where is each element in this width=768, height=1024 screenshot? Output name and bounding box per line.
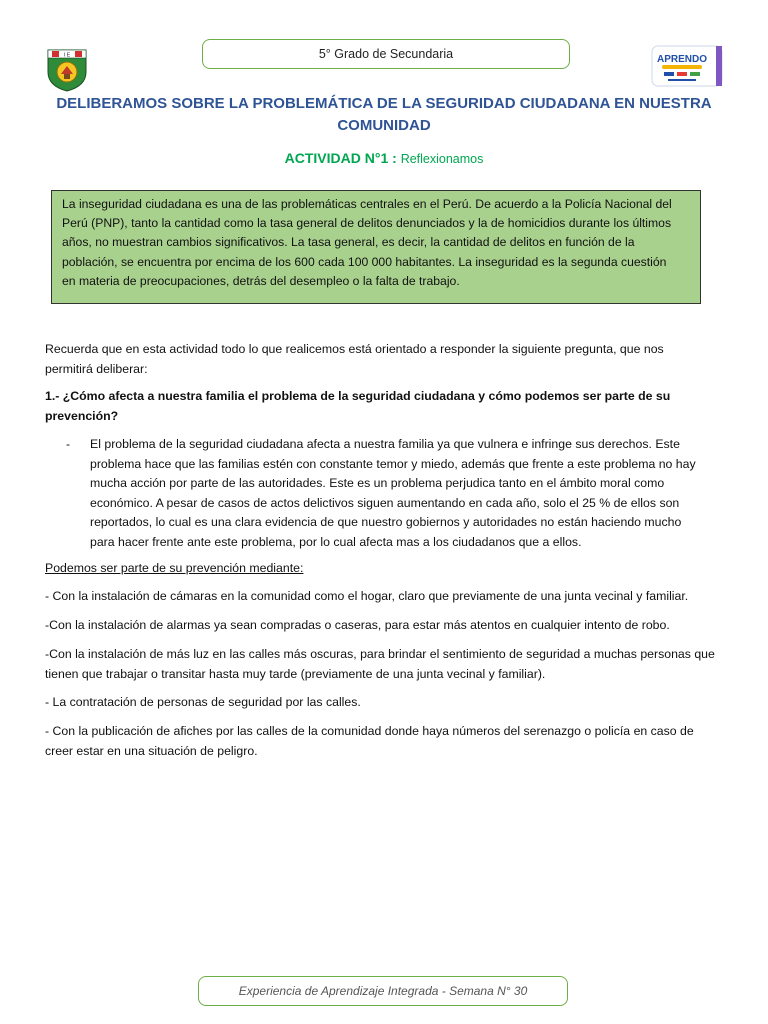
question-line-2: prevención? [45, 408, 119, 423]
prevention-item-4: - La contratación de personas de seguridad por las calles. [45, 695, 361, 709]
prevention-heading: Podemos ser parte de su prevención mediante: [45, 561, 304, 575]
intro-box [51, 190, 701, 304]
intro-line: población, se encuentra por encima de los 600 cada 100 000 habitantes. La inseguridad es la segunda cuestión [62, 254, 667, 269]
activity-heading [0, 150, 768, 166]
answer-bullet [66, 435, 726, 552]
footer-box [198, 976, 568, 1006]
recuerda-line-2: permitirá deliberar: [45, 361, 148, 376]
question-paragraph [45, 387, 730, 426]
answer-line: mucha acción por parte de las autoridades. Este es un problema perjudica tanto en el ámbito moral como [90, 476, 665, 490]
title-line-2: COMUNIDAD [337, 117, 431, 134]
answer-text [90, 435, 696, 552]
crest-text: I E [63, 52, 71, 59]
prevention-item-5 [45, 722, 730, 761]
intro-line: La inseguridad ciudadana es una de las problemáticas centrales en el Perú. De acuerdo a la Policía Nacional del [62, 197, 672, 211]
grade-label-box [202, 39, 570, 69]
answer-line: para hacer frente ante este problema, por lo cual afecta mas a los ciudadanos que a ellos. [90, 534, 582, 549]
footer-text: Experiencia de Aprendizaje Integrada - Semana N° 30 [238, 984, 528, 998]
page-title [40, 93, 728, 137]
prevention-item-1: - Con la instalación de cámaras en la comunidad como el hogar, claro que previamente de una junta vecinal y familiar. [45, 589, 689, 603]
prevention-item-5-line-2: creer estar en una situación de peligro. [45, 743, 258, 758]
aprendo-en-casa-logo [650, 44, 724, 88]
answer-line: problema hace que las familias estén con constante temor y miedo, además que frente a este problema no hay [90, 456, 696, 471]
prevention-item-3 [45, 645, 730, 684]
prevention-item-3-line-2: tienen que trabajar o transitar hasta muy tarde (previamente de una junta vecinal y familiar). [45, 666, 546, 681]
title-line-1: DELIBERAMOS SOBRE LA PROBLEMÁTICA DE LA SEGURIDAD CIUDADANA EN NUESTRA [56, 95, 712, 112]
intro-line: en materia de preocupaciones, detrás del desempleo o la falta de trabajo. [62, 273, 460, 288]
school-crest-logo [44, 44, 90, 92]
intro-line: Perú (PNP), tanto la cantidad como la tasa general de delitos denunciados y la de homicidios durante los últimos [62, 216, 672, 231]
aprendo-logo-text: APRENDO [656, 54, 708, 65]
grade-label: 5° Grado de Secundaria [318, 47, 454, 61]
recuerda-line-1: Recuerda que en esta actividad todo lo que realicemos está orientado a responder la siguiente pregunta, que nos [45, 342, 664, 356]
bullet-dash: - [66, 437, 71, 451]
prevention-item-3-line-1: -Con la instalación de más luz en las calles más oscuras, para brindar el sentimiento de seguridad a muchas personas que [45, 647, 715, 661]
intro-line: años, no muestran cambios significativos. La tasa general, es decir, la cantidad de delitos en función de la [62, 235, 635, 250]
question-line-1: 1.- ¿Cómo afecta a nuestra familia el problema de la seguridad ciudadana y cómo podemos ser parte de su [45, 389, 671, 403]
prevention-item-2: -Con la instalación de alarmas ya sean compradas o caseras, para estar más atentos en cualquier intento de robo. [45, 618, 670, 632]
answer-line: reportados, lo cual es una clara evidencia de que nuestro gobiernos y autoridades no están haciendo mucho [90, 515, 682, 529]
activity-subtitle: Reflexionamos [400, 152, 484, 166]
activity-label: ACTIVIDAD N°1 : [284, 150, 397, 166]
answer-line: económico. A pesar de casos de actos delictivos siguen aumentando en cada año, solo el 25 % de ellos son [90, 495, 680, 510]
prevention-item-5-line-1: - Con la publicación de afiches por las calles de la comunidad donde haya números del serenazgo o policía en caso de [45, 724, 694, 738]
answer-line: El problema de la seguridad ciudadana afecta a nuestra familia ya que vulnera e infringe sus derechos. Este [90, 437, 680, 451]
recuerda-paragraph [45, 340, 730, 379]
